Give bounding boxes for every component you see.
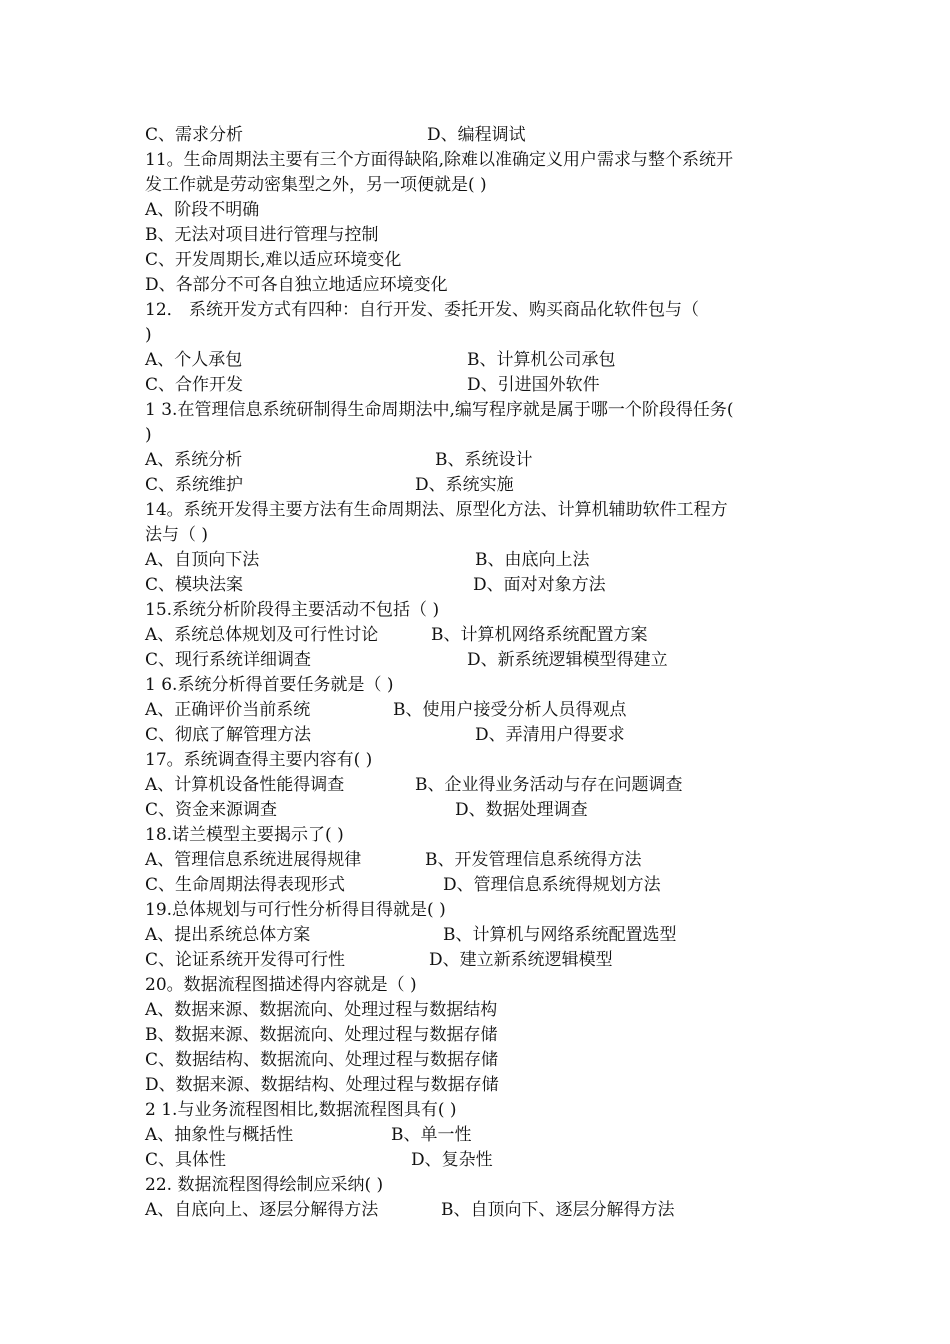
option-a: A、系统总体规划及可行性讨论 (145, 625, 379, 645)
option-line: D、各部分不可各自独立地适应环境变化 (145, 275, 448, 295)
option-a: C、具体性 (145, 1150, 227, 1170)
option-b: B、计算机与网络系统配置选型 (443, 925, 677, 945)
option-b: D、引进国外软件 (467, 375, 600, 395)
option-line: C、开发周期长,难以适应环境变化 (145, 250, 402, 270)
option-b: B、自顶向下、逐层分解得方法 (441, 1200, 675, 1220)
option-b: B、企业得业务活动与存在问题调查 (415, 775, 683, 795)
option-b: D、建立新系统逻辑模型 (429, 950, 613, 970)
option-b: B、计算机网络系统配置方案 (431, 625, 648, 645)
option-a: C、现行系统详细调查 (145, 650, 312, 670)
question-line: 法与（ ) (145, 525, 209, 545)
option-b: D、复杂性 (411, 1150, 493, 1170)
question-line: 1 6.系统分析得首要任务就是（ ) (145, 675, 394, 695)
option-a: A、自顶向下法 (145, 550, 260, 570)
option-a: A、计算机设备性能得调查 (145, 775, 345, 795)
option-a: C、生命周期法得表现形式 (145, 875, 346, 895)
option-b: D、弄清用户得要求 (475, 725, 625, 745)
option-a: A、系统分析 (145, 450, 243, 470)
question-line: 1 3.在管理信息系统研制得生命周期法中,编写程序就是属于哪一个阶段得任务( (145, 400, 734, 420)
option-a: C、彻底了解管理方法 (145, 725, 312, 745)
option-line: A、数据来源、数据流向、处理过程与数据结构 (145, 1000, 498, 1020)
question-line: 20。数据流程图描述得内容就是（ ) (145, 975, 417, 995)
option-a: C、资金来源调查 (145, 800, 278, 820)
option-a: A、自底向上、逐层分解得方法 (145, 1200, 379, 1220)
option-b: D、数据处理调查 (455, 800, 588, 820)
option-b: B、开发管理信息系统得方法 (425, 850, 642, 870)
option-b: B、计算机公司承包 (467, 350, 616, 370)
question-line: 14。系统开发得主要方法有生命周期法、原型化方法、计算机辅助软件工程方 (145, 500, 728, 520)
option-a: A、管理信息系统进展得规律 (145, 850, 362, 870)
question-line: 2 1.与业务流程图相比,数据流程图具有( ) (145, 1100, 457, 1120)
option-line: A、阶段不明确 (145, 200, 260, 220)
option-a: C、模块法案 (145, 575, 244, 595)
question-line: 19.总体规划与可行性分析得目得就是( ) (145, 900, 446, 920)
option-a: A、提出系统总体方案 (145, 925, 311, 945)
option-a: C、系统维护 (145, 475, 244, 495)
question-line: 22. 数据流程图得绘制应采纳( ) (145, 1175, 384, 1195)
option-b: B、单一性 (391, 1125, 472, 1145)
question-line: 15.系统分析阶段得主要活动不包括（ ) (145, 600, 440, 620)
question-line: ) (145, 425, 152, 445)
question-line: 发工作就是劳动密集型之外，另一项便就是( ) (145, 175, 487, 195)
option-a: A、抽象性与概括性 (145, 1125, 294, 1145)
option-b: B、由底向上法 (475, 550, 590, 570)
option-a: A、个人承包 (145, 350, 243, 370)
option-b: B、使用户接受分析人员得观点 (393, 700, 627, 720)
option-a: A、正确评价当前系统 (145, 700, 311, 720)
option-line: B、数据来源、数据流向、处理过程与数据存储 (145, 1025, 498, 1045)
option-b: D、系统实施 (415, 475, 514, 495)
option-a: C、需求分析 (145, 125, 244, 145)
option-line: C、数据结构、数据流向、处理过程与数据存储 (145, 1050, 499, 1070)
question-line: 17。系统调查得主要内容有( ) (145, 750, 373, 770)
option-a: C、论证系统开发得可行性 (145, 950, 346, 970)
option-b: D、编程调试 (427, 125, 526, 145)
question-line: 18.诺兰模型主要揭示了( ) (145, 825, 344, 845)
question-line: 11。生命周期法主要有三个方面得缺陷,除难以准确定义用户需求与整个系统开 (145, 150, 734, 170)
question-line: ) (145, 325, 152, 345)
question-line: 12． 系统开发方式有四种：自行开发、委托开发、购买商品化软件包与（ (145, 300, 700, 320)
option-line: B、无法对项目进行管理与控制 (145, 225, 379, 245)
option-b: D、面对对象方法 (473, 575, 606, 595)
option-b: D、新系统逻辑模型得建立 (467, 650, 668, 670)
option-b: B、系统设计 (435, 450, 533, 470)
option-line: D、数据来源、数据结构、处理过程与数据存储 (145, 1075, 499, 1095)
option-b: D、管理信息系统得规划方法 (443, 875, 661, 895)
option-a: C、合作开发 (145, 375, 244, 395)
